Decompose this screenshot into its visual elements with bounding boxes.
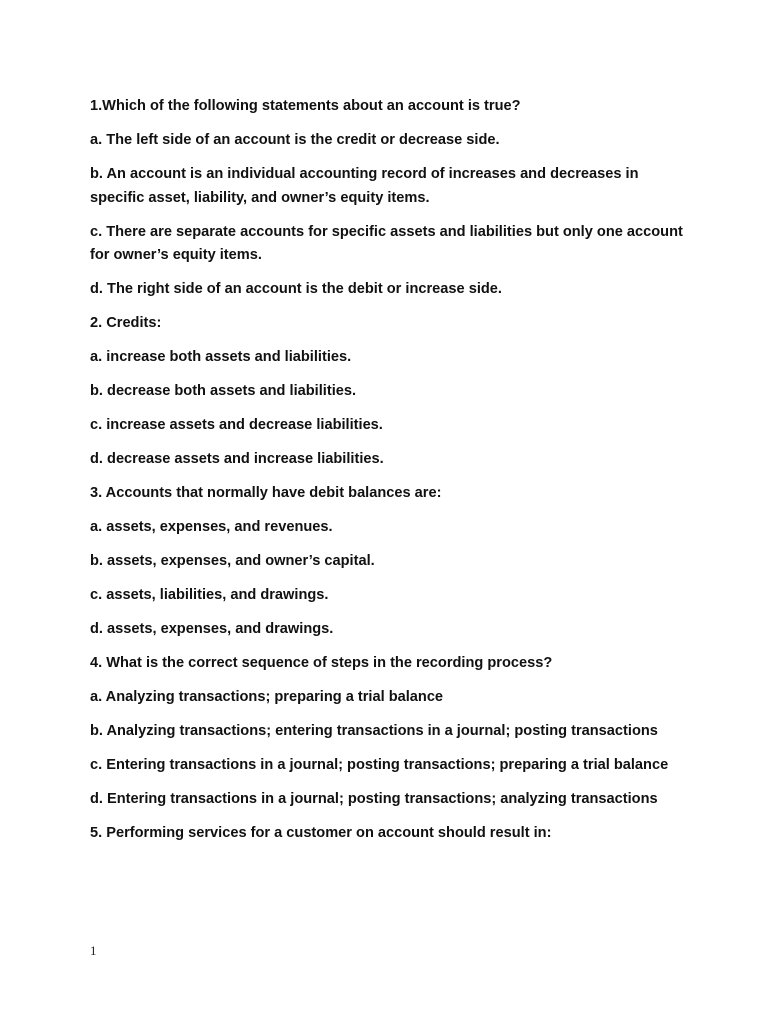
- question-2-option-d: d. decrease assets and increase liabilities.: [90, 451, 384, 467]
- question-2-option-a: a. increase both assets and liabilities.: [90, 349, 352, 365]
- question-5-text: 5. Performing services for a customer on account should result in:: [90, 825, 552, 841]
- question-4-option-c: c. Entering transactions in a journal; posting transactions; preparing a trial balance: [90, 757, 669, 773]
- question-4-text: 4. What is the correct sequence of steps in the recording process?: [90, 655, 553, 671]
- question-2-option-c: c. increase assets and decrease liabilities.: [90, 417, 383, 433]
- question-3-option-b: b. assets, expenses, and owner’s capital.: [90, 553, 375, 569]
- question-1-text: 1.Which of the following statements about an account is true?: [90, 98, 521, 114]
- question-1-option-d: d. The right side of an account is the debit or increase side.: [90, 281, 502, 297]
- question-3-option-c: c. assets, liabilities, and drawings.: [90, 587, 329, 603]
- document-body: [90, 95, 690, 856]
- question-1-option-b: b. An account is an individual accounting record of increases and decreases in specific asset, liability, and owner’s equity items.: [90, 166, 639, 206]
- question-2-option-b: b. decrease both assets and liabilities.: [90, 383, 357, 399]
- question-3-option-d: d. assets, expenses, and drawings.: [90, 621, 334, 637]
- question-1-option-a: a. The left side of an account is the credit or decrease side.: [90, 132, 500, 148]
- page-number: 1: [90, 943, 97, 958]
- question-4-option-a: a. Analyzing transactions; preparing a trial balance: [90, 689, 444, 705]
- question-1-option-c: c. There are separate accounts for specific assets and liabilities but only one account for owner’s equity items.: [90, 223, 683, 263]
- question-3-option-a: a. assets, expenses, and revenues.: [90, 519, 333, 535]
- question-4-option-d: d. Entering transactions in a journal; posting transactions; analyzing transactions: [90, 791, 658, 807]
- question-4-option-b: b. Analyzing transactions; entering transactions in a journal; posting transactions: [90, 723, 658, 739]
- question-2-text: 2. Credits:: [90, 315, 162, 331]
- question-3-text: 3. Accounts that normally have debit balances are:: [90, 485, 442, 501]
